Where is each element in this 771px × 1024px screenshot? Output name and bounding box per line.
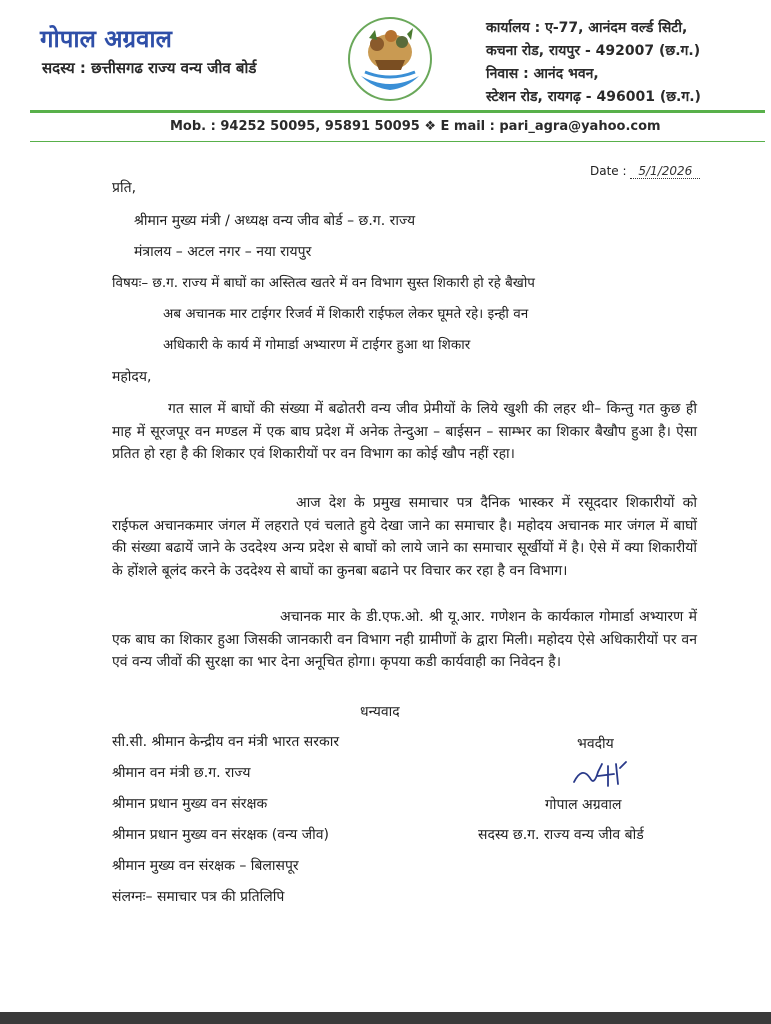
handwritten-signature bbox=[568, 758, 638, 792]
subject-line1: विषयः– छ.ग. राज्य में बाघों का अस्तित्व खतरे में वन विभाग सुस्त शिकारी हो रहे बैखोप bbox=[112, 275, 535, 291]
signatory-name: गोपाल अग्रवाल bbox=[545, 797, 622, 813]
office-address-line1: कार्यालय : ए-77, आनंदम वर्ल्ड सिटी, bbox=[486, 20, 688, 36]
subject-line2: अब अचानक मार टाईगर रिजर्व में शिकारी राईफल लेकर घूमते रहे। इन्ही वन bbox=[163, 306, 529, 322]
date-value: 5/1/2026 bbox=[630, 164, 700, 179]
contact-divider bbox=[30, 141, 765, 142]
cc-line-1: सी.सी. श्रीमान केन्द्रीय वन मंत्री भारत सरकार bbox=[112, 734, 340, 750]
letterhead-name: गोपाल अग्रवाल bbox=[40, 25, 172, 53]
body-paragraph-2: आज देश के प्रमुख समाचार पत्र दैनिक भास्कर में रसूददार शिकारीयों को राईफल अचानकमार जंगल में लहराते एवं चलाते हुये देखा जाने का समाचार है। महोदय अचानक मार जंगल में बाघों की संख्या बढायें जाने के उददेश्य अन्य प्रदेश से बाघों को लाये जाने का समाचार सूर्खीयों में है। ऐसे में क्या शिकारीयों के होंशले बूलंद करने के उददेश्य से बाघों का कुनबा बढाने पर विचार कर रहा है वन विभाग। bbox=[112, 495, 697, 579]
contact-line: Mob. : 94252 50095, 95891 50095 ❖ E mail : pari_agra@yahoo.com bbox=[170, 119, 661, 134]
body-paragraph-1: गत साल में बाघों की संख्या में बढोतरी वन्य जीव प्रेमीयों के लिये खुशी की लहर थी– किन्तु गत कुछ ही माह में सूरजपूर वन मण्डल में एक बाघ प्रदेश में अनेक तेन्दुआ – बाईसन – साम्भर का शिकार बैखौप हुआ है। ऐसा प्रतित हो रहा है की शिकार एवं शिकारीयों पर वन विभाग का कोई खौप नहीं रहा। bbox=[112, 401, 697, 462]
date-field bbox=[590, 164, 700, 179]
body-paragraph-3: अचानक मार के डी.एफ.ओ. श्री यू.आर. गणेशन के कार्यकाल गोमार्डा अभ्यारण में एक बाघ का शिकार हुआ जिसकी जानकारी वन विभाग नही ग्रामीणों के द्वारा मिली। महोदय ऐसे अधिकारीयों पर वन एवं वन्य जीवों की सुरक्षा का भार देना अनूचित होगा। कृपया कडी कार्यवाही का निवेदन है। bbox=[112, 609, 697, 670]
signatory-title: सदस्य छ.ग. राज्य वन्य जीव बोर्ड bbox=[478, 827, 644, 843]
letterhead-divider bbox=[30, 110, 765, 113]
residence-address-line1: निवास : आनंद भवन, bbox=[486, 66, 599, 82]
cc-line-3: श्रीमान प्रधान मुख्य वन संरक्षक bbox=[112, 796, 268, 812]
cc-line-2: श्रीमान वन मंत्री छ.ग. राज्य bbox=[112, 765, 251, 781]
letterhead-member: सदस्य : छत्तीसगढ राज्य वन्य जीव बोर्ड bbox=[42, 59, 257, 77]
residence-address-line2: स्टेशन रोड, रायगढ़ - 496001 (छ.ग.) bbox=[486, 89, 701, 105]
closing-bhavdiya: भवदीय bbox=[577, 736, 614, 752]
office-address-line2: कचना रोड, रायपुर - 492007 (छ.ग.) bbox=[486, 43, 701, 59]
cc-line-4: श्रीमान प्रधान मुख्य वन संरक्षक (वन्य जीव) bbox=[112, 827, 329, 843]
recipient-line2: मंत्रालय – अटल नगर – नया रायपुर bbox=[134, 244, 312, 260]
subject-line3: अधिकारी के कार्य में गोमार्डा अभ्यारण में टाईगर हुआ था शिकार bbox=[163, 337, 471, 353]
attachment-line: संलग्नः– समाचार पत्र की प्रतिलिपि bbox=[112, 889, 285, 905]
recipient-prati: प्रति, bbox=[112, 180, 137, 196]
cc-line-5: श्रीमान मुख्य वन संरक्षक – बिलासपूर bbox=[112, 858, 299, 874]
recipient-line1: श्रीमान मुख्य मंत्री / अध्यक्ष वन्य जीव बोर्ड – छ.ग. राज्य bbox=[134, 213, 416, 229]
salutation: महोदय, bbox=[112, 369, 152, 385]
thanks: धन्यवाद bbox=[360, 704, 400, 720]
scan-bottom-edge bbox=[0, 1012, 771, 1024]
wildlife-board-logo bbox=[347, 16, 433, 102]
date-label: Date : bbox=[590, 164, 627, 178]
